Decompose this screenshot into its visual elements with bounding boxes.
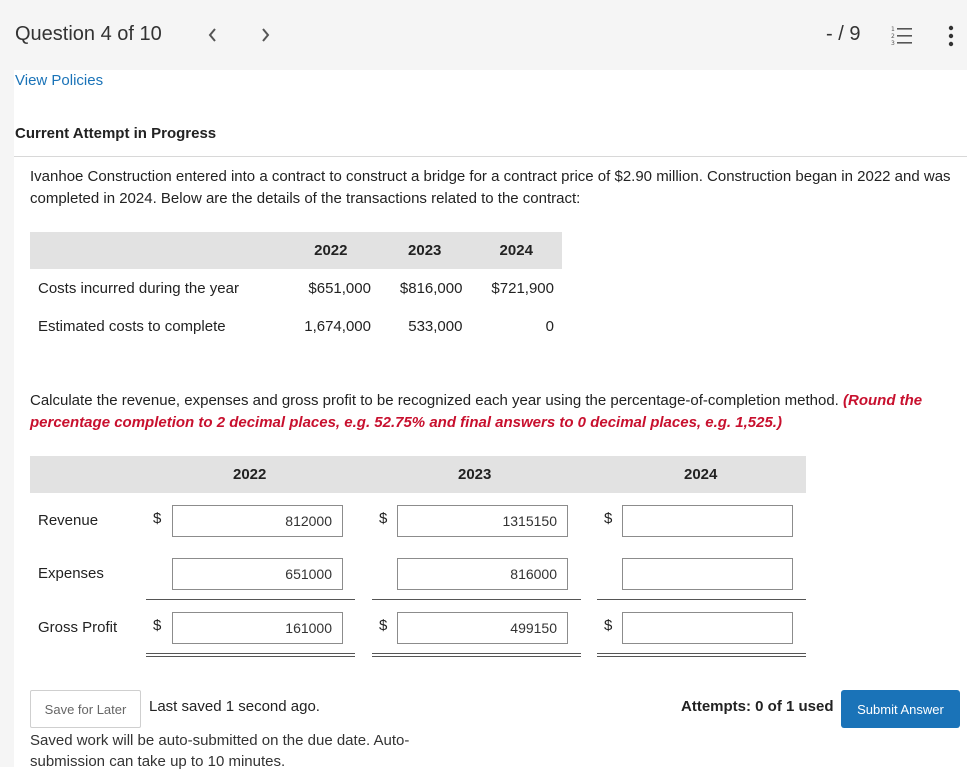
table-cell: $651,000 xyxy=(308,279,371,297)
problem-intro: Ivanhoe Construction entered into a contract to construct a bridge for a contract price of $2.90 million. Construction began in 2022 and was completed in 2024. Below are the details of the transactions related to the contract: xyxy=(30,168,951,207)
left-margin-strip xyxy=(0,70,14,767)
svg-text:3: 3 xyxy=(891,40,895,46)
svg-text:2: 2 xyxy=(891,33,895,40)
answer-year-2022: 2022 xyxy=(233,466,267,483)
svg-text:1: 1 xyxy=(891,26,895,33)
row-label: Estimated costs to complete xyxy=(38,317,226,335)
chevron-left-icon[interactable] xyxy=(203,24,223,46)
attempts-counter: Attempts: 0 of 1 used xyxy=(681,698,834,715)
section-divider xyxy=(14,156,967,157)
revenue-label: Revenue xyxy=(38,512,99,529)
autosubmit-note: Saved work will be auto-submitted on the due date. Auto-submission can take up to 10 minutes. xyxy=(30,732,410,770)
question-title: Question 4 of 10 xyxy=(15,23,162,45)
expenses-2024-input[interactable] xyxy=(622,558,793,590)
currency-symbol: $ xyxy=(379,617,388,634)
save-for-later-button[interactable]: Save for Later xyxy=(30,690,141,728)
submit-answer-button[interactable]: Submit Answer xyxy=(841,690,960,728)
expenses-2022-input[interactable] xyxy=(172,558,343,590)
answer-year-2023: 2023 xyxy=(458,466,492,483)
subtotal-rule xyxy=(372,599,581,600)
row-label: Costs incurred during the year xyxy=(38,279,239,297)
currency-symbol: $ xyxy=(153,510,162,527)
subtotal-rule xyxy=(146,599,355,600)
total-double-rule xyxy=(597,653,806,657)
revenue-2022-input[interactable] xyxy=(172,505,343,537)
table-header-cell xyxy=(30,232,283,269)
currency-symbol: $ xyxy=(604,617,613,634)
table-row xyxy=(30,307,562,345)
table-row xyxy=(30,269,562,307)
gross-profit-2024-input[interactable] xyxy=(622,612,793,644)
currency-symbol: $ xyxy=(153,617,162,634)
gross-profit-2022-input[interactable] xyxy=(172,612,343,644)
view-policies-link[interactable]: View Policies xyxy=(15,72,104,89)
gross-profit-label: Gross Profit xyxy=(38,619,118,636)
subtotal-rule xyxy=(597,599,806,600)
rounding-hint: (Round the percentage completion to 2 decimal places, e.g. 52.75% and final answers to 0 decimal places, e.g. 1,525.) xyxy=(30,392,923,431)
answer-year-2024: 2024 xyxy=(684,466,718,483)
numbered-list-icon[interactable] xyxy=(891,24,915,46)
chevron-right-icon[interactable] xyxy=(255,24,275,46)
table-cell: 0 xyxy=(545,317,554,335)
total-double-rule xyxy=(372,653,581,657)
revenue-2023-input[interactable] xyxy=(397,505,568,537)
total-double-rule xyxy=(146,653,355,657)
table-cell: 1,674,000 xyxy=(304,317,371,335)
top-bar xyxy=(0,0,967,70)
instructions-main: Calculate the revenue, expenses and gross profit to be recognized each year using the percentage-of-completion method. xyxy=(30,392,839,409)
table-cell: $816,000 xyxy=(399,279,463,297)
contract-data-table xyxy=(30,232,562,345)
table-cell: $721,900 xyxy=(491,279,554,297)
table-header-row xyxy=(30,232,562,269)
last-saved-status: Last saved 1 second ago. xyxy=(149,698,320,715)
vertical-ellipsis-icon[interactable] xyxy=(945,24,957,48)
table-cell: 533,000 xyxy=(408,317,463,335)
instructions-text xyxy=(30,390,960,434)
attempt-status-title: Current Attempt in Progress xyxy=(15,125,217,142)
table-header-cell: 2023 xyxy=(379,232,471,269)
expenses-label: Expenses xyxy=(38,565,104,582)
revenue-2024-input[interactable] xyxy=(622,505,793,537)
expenses-2023-input[interactable] xyxy=(397,558,568,590)
currency-symbol: $ xyxy=(604,510,613,527)
table-header-cell: 2024 xyxy=(470,232,562,269)
gross-profit-2023-input[interactable] xyxy=(397,612,568,644)
currency-symbol: $ xyxy=(379,510,388,527)
table-header-cell: 2022 xyxy=(283,232,379,269)
score-display: - / 9 xyxy=(826,23,861,45)
